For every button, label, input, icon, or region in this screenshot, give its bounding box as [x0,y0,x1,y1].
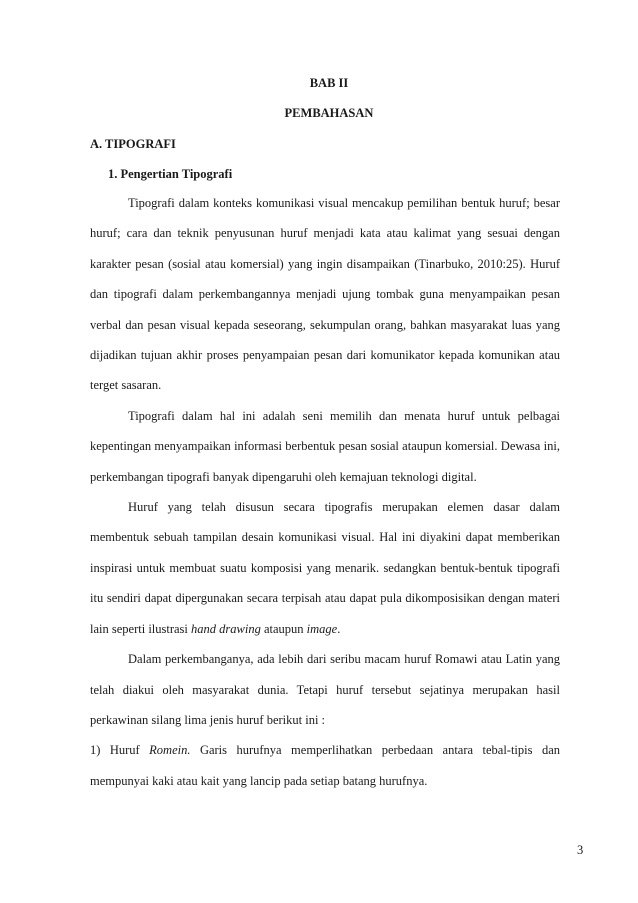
paragraph-1: Tipografi dalam konteks komunikasi visual mencakup pemilihan bentuk huruf; besar huruf; cara dan teknik penyusunan huruf menjadi kata atau kalimat yang sesuai dengan karakter pesan (sosial atau komersial) yang ingin disampaikan (Tinarbuko, 2010:25). Huruf dan tipografi dalam perkembangannya menjadi ujung tombak guna menyampaikan pesan verbal dan pesan visual kepada seseorang, sekumpulan orang, bahkan masyarakat luas yang dijadikan tujuan akhir proses penyampaian pesan dari komunikator kepada komunikan atau terget sasaran. [90,196,560,393]
page-title: PEMBAHASAN [284,106,374,120]
paragraph-5-text-b: Garis hurufnya memperlihatkan perbedaan antara tebal-tipis dan mempunyai kaki atau kait yang lancip pada setiap batang hurufnya. [90,743,560,788]
subsection-heading: 1. Pengertian Tipografi [108,167,233,181]
chapter-heading: BAB II [309,76,349,90]
paragraph-3-emphasis-1: hand drawing [191,621,261,636]
body-text [90,188,560,796]
paragraph-5-text-a: 1) Huruf [90,743,150,758]
paragraph-3-text-b: ataupun [260,621,307,636]
page-number: 3 [577,843,584,857]
paragraph-3-text-a: Huruf yang telah disusun secara tipografis merupakan elemen dasar dalam membentuk sebuah tampilan desain komunikasi visual. Hal ini diyakini dapat memberikan inspirasi untuk membuat suatu komposisi yang menarik. sedangkan bentuk-bentuk tipografi itu sendiri dapat dipergunakan secara terpisah atau dapat pula dikomposisikan dengan materi lain seperti ilustrasi [90,500,560,636]
paragraph-2: Tipografi dalam hal ini adalah seni memilih dan menata huruf untuk pelbagai kepentingan menyampaikan informasi berbentuk pesan sosial ataupun komersial. Dewasa ini, perkembangan tipografi banyak dipengaruhi oleh kemajuan teknologi digital. [90,408,560,484]
paragraph-3-emphasis-2: image [306,621,338,636]
paragraph-3 [90,492,560,644]
paragraph-5 [90,735,560,796]
paragraph-3-text-c: . [337,621,341,636]
paragraph-4: Dalam perkembanganya, ada lebih dari seribu macam huruf Romawi atau Latin yang telah diakui oleh masyarakat dunia. Tetapi huruf tersebut sejatinya merupakan hasil perkawinan silang lima jenis huruf berikut ini : [90,652,560,727]
paragraph-5-emphasis: Romein. [149,743,191,758]
section-heading: A. TIPOGRAFI [90,137,176,151]
